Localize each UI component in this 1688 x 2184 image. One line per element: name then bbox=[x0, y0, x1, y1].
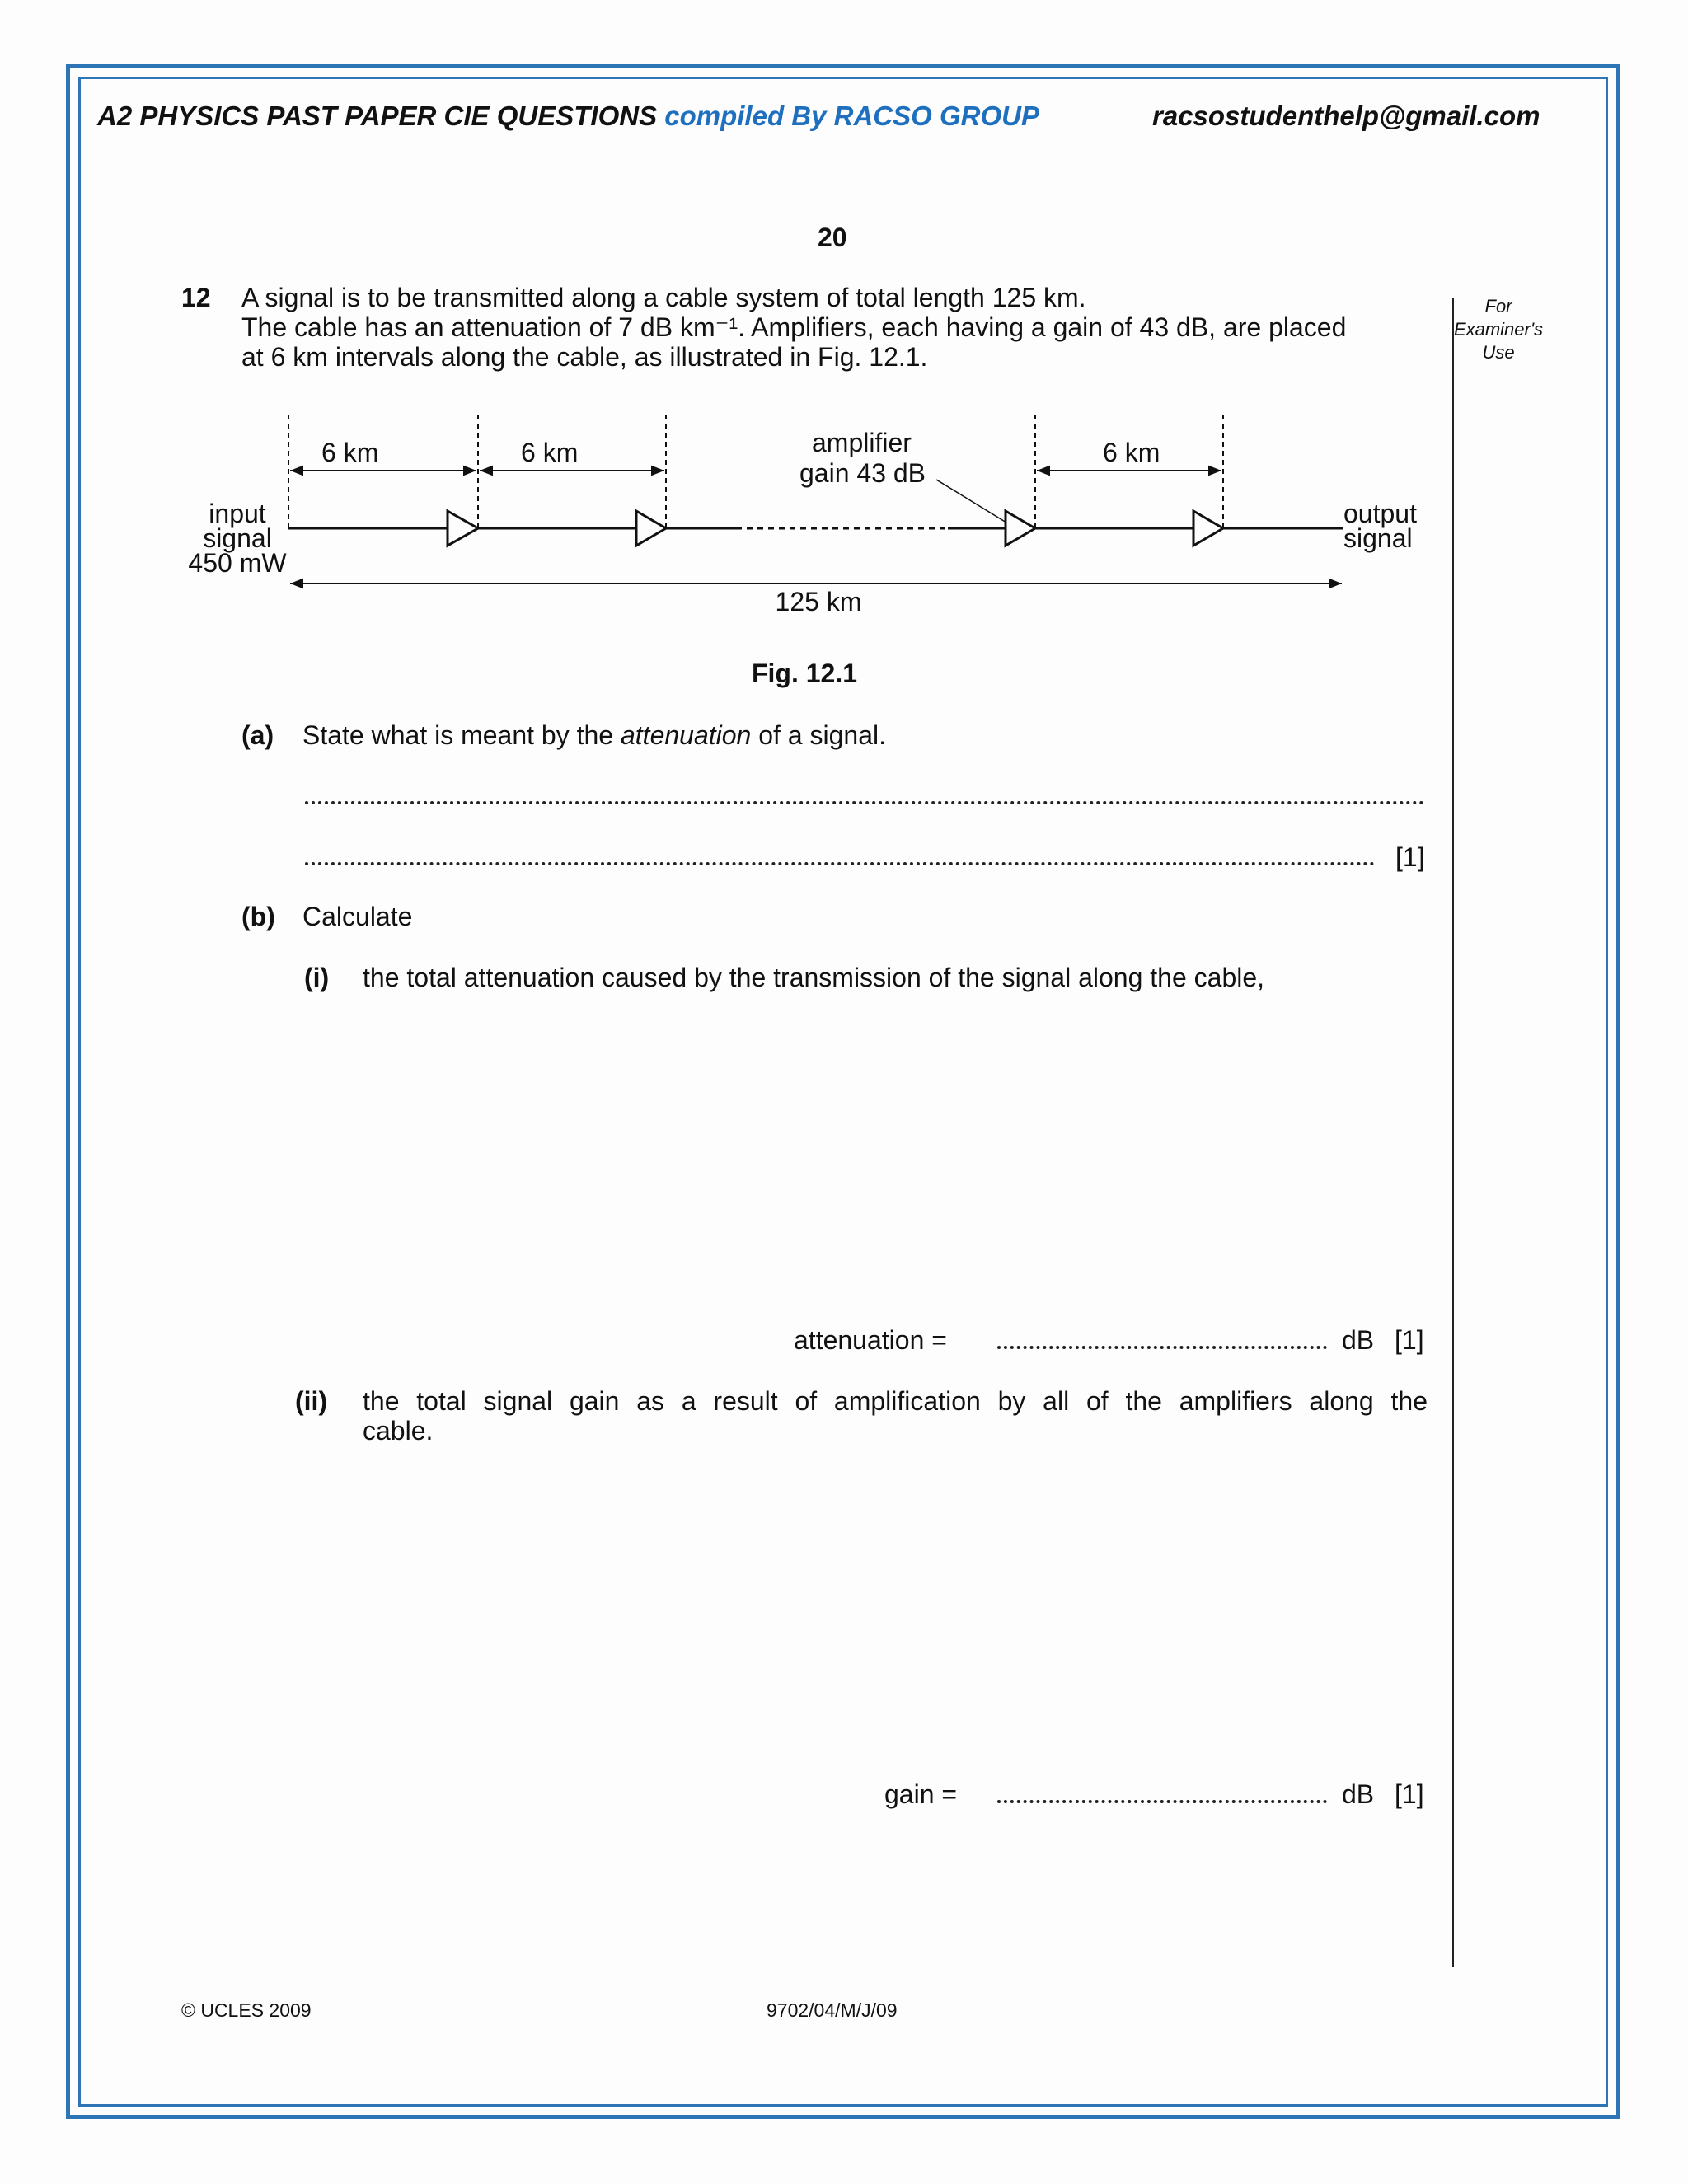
amplifier-label-pointer bbox=[936, 480, 1006, 523]
header-title-main: A2 PHYSICS PAST PAPER CIE QUESTIONS bbox=[97, 101, 658, 131]
part-a-text-italic: attenuation bbox=[620, 720, 752, 750]
examiner-label-for: For bbox=[1484, 296, 1512, 316]
question-intro-line-1: A signal is to be transmitted along a cable system of total length 125 km. bbox=[241, 283, 1086, 312]
spacing-label-3: 6 km bbox=[1103, 438, 1160, 467]
attenuation-answer-line[interactable] bbox=[997, 1346, 1327, 1349]
amplifier-1 bbox=[448, 511, 478, 546]
amplifier-4 bbox=[1193, 511, 1223, 546]
footer-copyright: © UCLES 2009 bbox=[181, 1999, 312, 2021]
question-number: 12 bbox=[181, 283, 211, 312]
part-b-ii-text-line-1: the total signal gain as a result of amplification by all of the amplifiers along the bbox=[363, 1386, 1428, 1416]
examiner-label-examiners: Examiner's bbox=[1453, 319, 1544, 340]
input-label-line-1: input bbox=[209, 499, 266, 528]
amplifier-label-line-1: amplifier bbox=[812, 428, 912, 457]
gain-marks: [1] bbox=[1395, 1779, 1424, 1809]
attenuation-unit: dB bbox=[1342, 1325, 1375, 1355]
header-title-accent: compiled By RACSO GROUP bbox=[664, 101, 1039, 131]
attenuation-answer-label: attenuation = bbox=[794, 1325, 947, 1355]
part-a-question bbox=[302, 722, 886, 748]
attenuation-marks: [1] bbox=[1395, 1325, 1424, 1355]
part-b-i-text: the total attenuation caused by the transmission of the signal along the cable, bbox=[363, 963, 1265, 992]
part-b-text: Calculate bbox=[302, 902, 413, 931]
part-a-text-after: of a signal. bbox=[751, 720, 886, 750]
part-b-ii-label: (ii) bbox=[295, 1386, 328, 1416]
spacing-label-1: 6 km bbox=[321, 438, 379, 467]
part-a-answer-line-1[interactable] bbox=[305, 801, 1424, 804]
gain-answer-line[interactable] bbox=[997, 1800, 1327, 1803]
spacing-label-2: 6 km bbox=[521, 438, 579, 467]
gain-answer-label: gain = bbox=[884, 1779, 958, 1809]
figure-caption: Fig. 12.1 bbox=[751, 658, 858, 688]
total-length-label: 125 km bbox=[775, 587, 862, 616]
footer-paper-code: 9702/04/M/J/09 bbox=[767, 1999, 898, 2021]
amplifier-3 bbox=[1006, 511, 1035, 546]
part-b-i-label: (i) bbox=[304, 963, 330, 992]
examiner-label-use: Use bbox=[1482, 342, 1515, 363]
amplifier-label-line-2: gain 43 dB bbox=[799, 458, 926, 488]
part-b-label: (b) bbox=[241, 902, 275, 931]
gain-unit: dB bbox=[1342, 1779, 1375, 1809]
header-email: racsostudenthelp@gmail.com bbox=[1152, 101, 1540, 131]
input-label-line-2: signal bbox=[203, 523, 272, 553]
amplifier-2 bbox=[636, 511, 666, 546]
part-a-marks: [1] bbox=[1395, 842, 1425, 872]
output-label-line-2: signal bbox=[1343, 523, 1413, 553]
part-a-text-before: State what is meant by the bbox=[302, 720, 621, 750]
page-number: 20 bbox=[818, 223, 847, 252]
question-intro-line-2: The cable has an attenuation of 7 dB km⁻¹. Amplifiers, each having a gain of 43 dB, are placed bbox=[241, 312, 1347, 342]
output-label-line-1: output bbox=[1343, 499, 1417, 528]
input-label-line-3: 450 mW bbox=[188, 548, 287, 578]
part-b-ii-text-line-2: cable. bbox=[363, 1416, 434, 1446]
question-intro-line-3: at 6 km intervals along the cable, as illustrated in Fig. 12.1. bbox=[241, 342, 928, 372]
part-a-answer-line-2[interactable] bbox=[305, 862, 1375, 865]
part-a-label: (a) bbox=[241, 720, 274, 750]
